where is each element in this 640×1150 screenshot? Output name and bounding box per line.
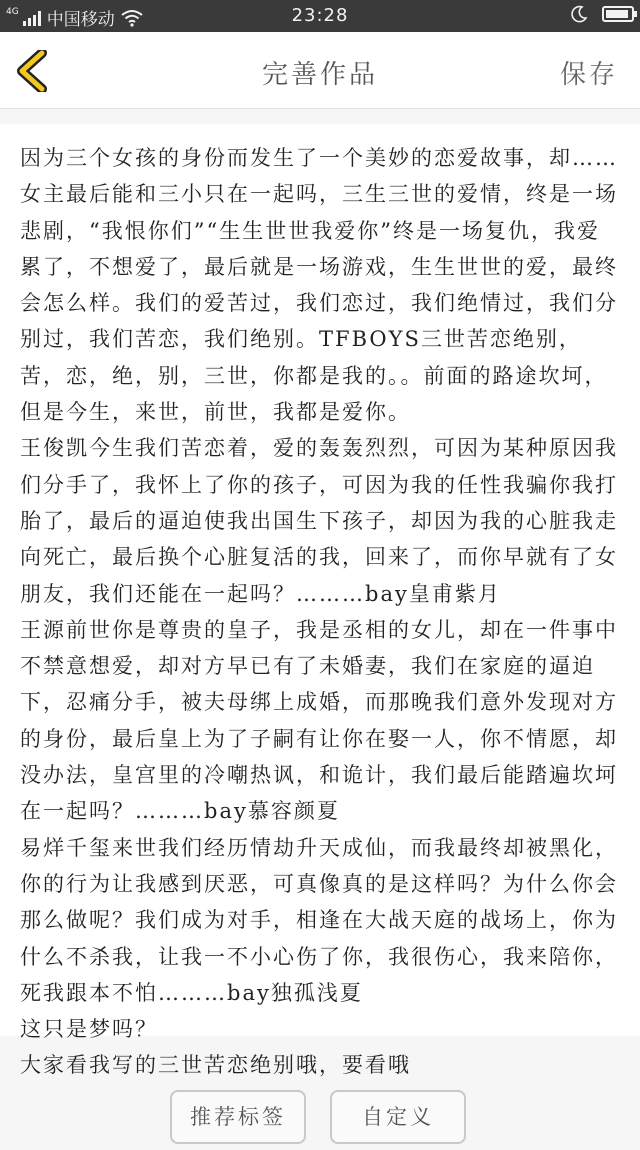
page-title: 完善作品 bbox=[261, 60, 378, 90]
tag-row bbox=[0, 1090, 640, 1150]
recommend-tags-button[interactable]: 推荐标签 bbox=[170, 1090, 306, 1144]
work-content-text[interactable]: 因为三个女孩的身份而发生了一个美妙的恋爱故事，却……女主最后能和三小只在一起吗，三生三世的爱情，终是一场悲剧，“我恨你们”“生生世世我爱你”终是一场复仇，我爱累了，不想爱了，最后就是一场游戏，生生世世的爱，最终会怎么样。我们的爱苦过，我们恋过，我们绝情过，我们分别过，我们苦恋，我们绝别。TFBOYS三世苦恋绝别，苦，恋，绝，别，三世，你都是我的。。前面的路途坎坷，但是今生，来世，前世，我都是爱你。 王俊凯今生我们苦恋着，爱的轰轰烈烈，可因为某种原因我们分手了，我怀上了你的孩子，可因为我的任性我骗你我打胎了，最后的逼迫使我出国生下孩子，却因为我的心脏我走向死亡，最后换个心脏复活的我，回来了，而你早就有了女朋友，我们还能在一起吗？………bay皇甫紫月 王源前世你是尊贵的皇子，我是丞相的女儿，却在一件事中不禁意想爱，却对方早已有了未婚妻，我们在家庭的逼迫下，忍痛分手，被夫母绑上成婚，而那晚我们意外发现对方的身份，最后皇上为了子嗣有让你在娶一人，你不情愿，却没办法，皇宫里的冷嘲热讽，和诡计，我们最后能踏遍坎坷在一起吗？………bay慕容颜夏 易烊千玺来世我们经历情劫升天成仙，而我最终却被黑化，你的行为让我感到厌恶，可真像真的是这样吗？为什么你会那么做呢？我们成为对手，相逢在大战天庭的战场上，你为什么不杀我，让我一不小心伤了你，我很伤心，我来陪你，死我跟本不怕………bay独孤浅夏 这只是梦吗？ 大家看我写的三世苦恋绝别哦，要看哦 bbox=[20, 146, 618, 1078]
battery-fill bbox=[606, 10, 628, 18]
carrier-name: 中国移动 bbox=[46, 10, 115, 30]
status-bar bbox=[0, 0, 640, 32]
save-button[interactable]: 保存 bbox=[559, 60, 618, 90]
custom-tag-button[interactable]: 自定义 bbox=[330, 1090, 466, 1144]
content-editor[interactable] bbox=[0, 124, 640, 1078]
nav-bar bbox=[0, 32, 640, 109]
network-type: 4G bbox=[6, 6, 19, 17]
moon-icon bbox=[570, 5, 588, 23]
status-time: 23:28 bbox=[291, 5, 349, 26]
status-right bbox=[570, 5, 634, 23]
battery-icon bbox=[602, 6, 634, 22]
